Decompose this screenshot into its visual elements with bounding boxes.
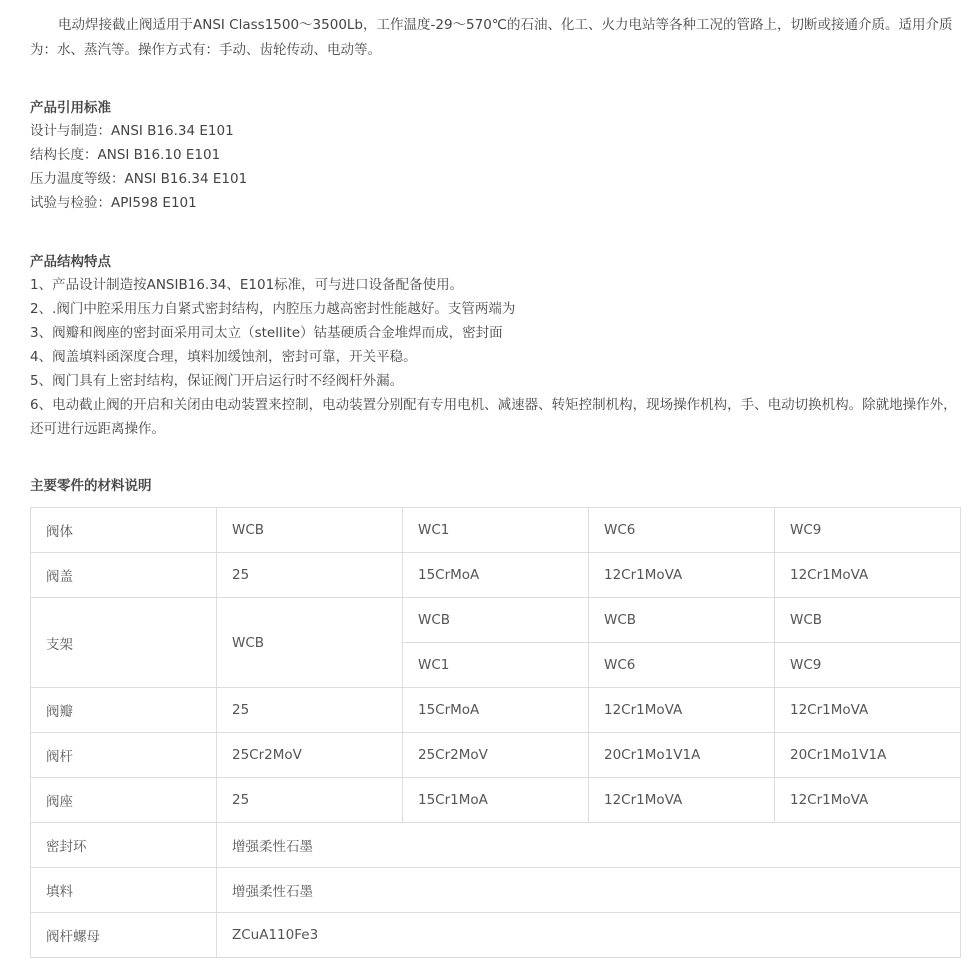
material-cell: WC1 — [403, 643, 589, 688]
material-cell: 20Cr1Mo1V1A — [589, 733, 775, 778]
material-cell: WC9 — [775, 643, 961, 688]
material-cell: 25 — [217, 778, 403, 823]
feature-item: 3、阀瓣和阀座的密封面采用司太立（stellite）钴基硬质合金堆焊而成，密封面 — [30, 325, 503, 341]
feature-item: 6、电动截止阀的开启和关闭由电动装置来控制，电动装置分别配有专用电机、减速器、转矩控制机构，现场操作机构，手、电动切换机构。除就地操作外，还可进行远距离操作。 — [30, 397, 957, 437]
materials-heading: 主要零件的材料说明 — [30, 478, 152, 494]
part-name-cell: 阀体 — [31, 508, 217, 553]
material-cell: 25Cr2MoV — [403, 733, 589, 778]
table-row-yoke — [31, 598, 961, 643]
material-cell: 12Cr1MoVA — [775, 553, 961, 598]
part-name-cell: 阀座 — [31, 778, 217, 823]
material-cell: ZCuA110Fe3 — [217, 913, 961, 958]
material-cell: WCB — [403, 598, 589, 643]
material-cell: 12Cr1MoVA — [589, 688, 775, 733]
materials-table — [30, 507, 961, 958]
table-row-stem — [31, 733, 961, 778]
standard-item: 压力温度等级：ANSI B16.34 E101 — [30, 171, 248, 187]
standards-heading: 产品引用标准 — [30, 100, 111, 116]
material-cell: WCB — [217, 508, 403, 553]
table-row-bonnet — [31, 553, 961, 598]
material-cell: 12Cr1MoVA — [775, 688, 961, 733]
material-cell: 25Cr2MoV — [217, 733, 403, 778]
feature-item: 5、阀门具有上密封结构，保证阀门开启运行时不经阀杆外漏。 — [30, 373, 404, 389]
part-name-cell: 阀杆 — [31, 733, 217, 778]
features-section — [30, 251, 965, 441]
material-cell: 25 — [217, 688, 403, 733]
material-cell: 20Cr1Mo1V1A — [775, 733, 961, 778]
part-name-cell: 阀瓣 — [31, 688, 217, 733]
material-cell: WCB — [589, 598, 775, 643]
part-name-cell: 阀杆螺母 — [31, 913, 217, 958]
material-cell: 12Cr1MoVA — [589, 553, 775, 598]
features-heading: 产品结构特点 — [30, 254, 111, 270]
standard-item: 设计与制造：ANSI B16.34 E101 — [30, 123, 234, 139]
part-name-cell: 阀盖 — [31, 553, 217, 598]
material-cell: 12Cr1MoVA — [589, 778, 775, 823]
material-cell: 15CrMoA — [403, 553, 589, 598]
part-name-cell: 支架 — [31, 598, 217, 688]
material-cell: WC1 — [403, 508, 589, 553]
part-name-cell: 填料 — [31, 868, 217, 913]
material-cell: WCB — [775, 598, 961, 643]
table-row-body — [31, 508, 961, 553]
material-cell: 增强柔性石墨 — [217, 823, 961, 868]
table-row-disc — [31, 688, 961, 733]
table-row-seat — [31, 778, 961, 823]
material-cell: 增强柔性石墨 — [217, 868, 961, 913]
standard-item: 试验与检验：API598 E101 — [30, 195, 197, 211]
material-cell: 15Cr1MoA — [403, 778, 589, 823]
feature-item: 2、.阀门中腔采用压力自紧式密封结构，内腔压力越高密封性能越好。支管两端为 — [30, 301, 516, 317]
material-cell: 12Cr1MoVA — [775, 778, 961, 823]
intro-paragraph: 电动焊接截止阀适用于ANSI Class1500～3500Lb，工作温度-29～570℃的石油、化工、火力电站等各种工况的管路上，切断或接通介质。适用介质为：水、蒸汽等。操作方式有：手动、齿轮传动、电动等。 — [30, 17, 953, 58]
material-cell: 25 — [217, 553, 403, 598]
material-cell: WC9 — [775, 508, 961, 553]
part-name-cell: 密封环 — [31, 823, 217, 868]
standards-section — [30, 97, 965, 215]
material-cell: WCB — [217, 598, 403, 688]
feature-item: 4、阀盖填料函深度合理，填料加缓蚀剂，密封可靠，开关平稳。 — [30, 349, 417, 365]
feature-item: 1、产品设计制造按ANSIB16.34、E101标准，可与进口设备配备使用。 — [30, 277, 464, 293]
material-cell: WC6 — [589, 508, 775, 553]
material-cell: 15CrMoA — [403, 688, 589, 733]
standard-item: 结构长度：ANSI B16.10 E101 — [30, 147, 221, 163]
table-row-packing — [31, 868, 961, 913]
material-cell: WC6 — [589, 643, 775, 688]
table-row-stem-nut — [31, 913, 961, 958]
table-row-seal-ring — [31, 823, 961, 868]
